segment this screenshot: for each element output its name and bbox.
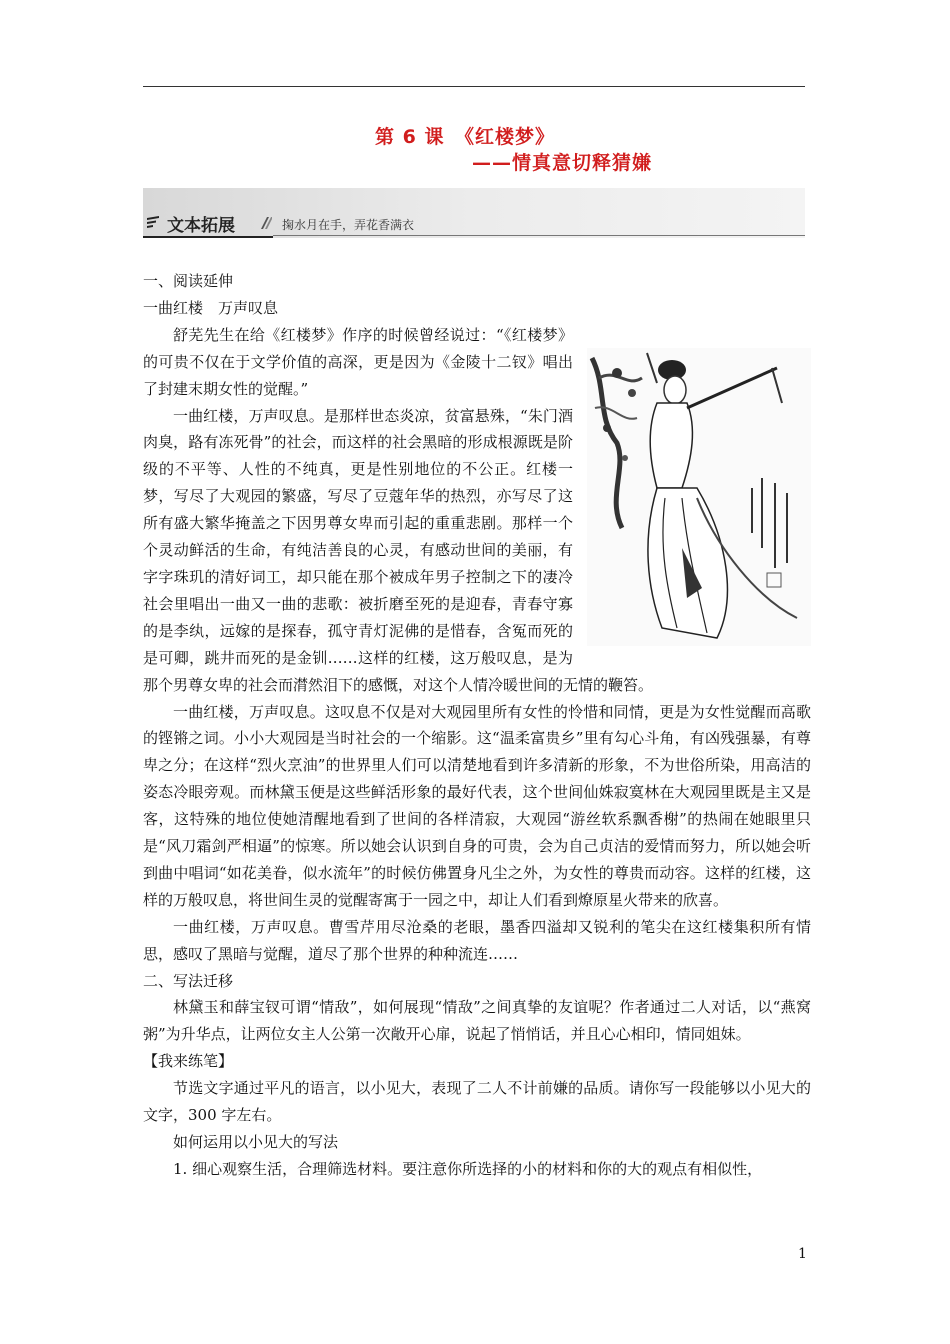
lesson-title: 第 6 课 《红楼梦》 <box>375 126 555 148</box>
page-number: 1 <box>798 1246 807 1262</box>
banner-title: 文本拓展 <box>167 216 235 236</box>
section-banner <box>143 188 805 238</box>
section-heading-writing: 二、写法迁移 <box>143 971 234 990</box>
top-rule <box>143 86 805 87</box>
banner-rule <box>273 235 805 236</box>
article-body <box>143 268 811 1183</box>
paragraph-exercise: 节选文字通过平凡的语言，以小见大，表现了二人不计前嫌的品质。请你写一段能够以小见大的文字，300 字左右。 <box>143 1079 811 1125</box>
lesson-subtitle: ——情真意切释猜嫌 <box>472 152 653 174</box>
paragraph: 一曲红楼，万声叹息。这叹息不仅是对大观园里所有女性的怜惜和同情，更是为女性觉醒而高歌的铿锵之词。小小大观园是当时社会的一个缩影。这“温柔富贵乡”里有勾心斗角，有凶残强暴，有尊卑之分；在这样“烈火烹油”的世界里人们可以清楚地看到许多清新的形象，不为世俗所染，用高洁的姿态冷眼旁观。而林黛玉便是这些鲜活形象的最好代表，这个世间仙姝寂寞林在大观园里既是主又是客，这特殊的地位使她清醒地看到了世间的各样清寂，大观园“游丝软系飘香榭”的热闹在她眼里只是“风刀霜剑严相逼”的惊寒。所以她会认识到自身的可贵，会为自己贞洁的爱情而努力，所以她会听到曲中唱词“如花美眷，似水流年”的时候仿佛置身凡尘之外，为女性的尊贵而动容。这样的红楼，这样的万般叹息，将世间生灵的觉醒寄寓于一园之中，却让人们看到燎原星火带来的欣喜。 <box>143 702 811 909</box>
ink-painting-of-lady-image <box>587 348 811 646</box>
paragraph-method-title: 如何运用以小见大的写法 <box>173 1133 339 1151</box>
exercise-heading: 【我来练笔】 <box>143 1052 234 1071</box>
pen-stroke-icon <box>145 214 161 230</box>
paragraph: 林黛玉和薛宝钗可谓“情敌”，如何展现“情敌”之间真挚的友谊呢？作者通过二人对话，以“燕窝粥”为升华点，让两位女主人公第一次敞开心扉，说起了悄悄话，并且心心相印，情同姐妹。 <box>143 998 811 1044</box>
paragraph-method-item: 1. 细心观察生活，合理筛选材料。要注意你所选择的小的材料和你的大的观点有相似性， <box>173 1159 763 1178</box>
banner-motto: 掬水月在手，弄花香满衣 <box>282 218 415 232</box>
paragraph-quote: 舒芜先生在给《红楼梦》作序的时候曾经说过：“《红楼梦》的可贵不仅在于文学价值的高深，更是因为《金陵十二钗》唱出了封建末期女性的觉醒。” <box>143 325 573 398</box>
banner-underline <box>143 236 273 238</box>
section-subheading: 一曲红楼 万声叹息 <box>143 298 279 317</box>
section-heading-reading: 一、阅读延伸 <box>143 272 234 290</box>
divider-slash-icon <box>258 216 272 230</box>
paragraph: 一曲红楼，万声叹息。是那样世态炎凉，贫富悬殊，“朱门酒肉臭，路有冻死骨”的社会，而这样的社会黑暗的形成根源既是阶级的不平等、人性的不纯真，更是性别地位的不公正。红楼一梦，写尽了大观园的繁盛，写尽了豆蔻年华的热烈，亦写尽了这所有盛大繁华掩盖之下因男尊女卑而引起的重重悲剧。那样一个个灵动鲜活的生命，有纯洁善良的心灵，有感动世间的美丽，有字字珠玑的清好词工，却只能在那个被成年男子控制之下的凄冷社会里唱出一曲又一曲的悲歌：被折磨至死的是迎春，青春守寡的是李纨，远嫁的是探春，孤守青灯泥佛的是惜春，含冤而死的是可卿，跳井而死的是金钏……这样的红楼，这万般叹息，是为那个男尊女卑的社会而潸然泪下的感慨，对这个人情冷暖世间的无情的鞭笞。 <box>143 406 654 694</box>
paragraph: 一曲红楼，万声叹息。曹雪芹用尽沧桑的老眼，墨香四溢却又锐利的笔尖在这红楼集积所有情思，感叹了黑暗与觉醒，道尽了那个世界的种种流连…… <box>143 917 811 963</box>
